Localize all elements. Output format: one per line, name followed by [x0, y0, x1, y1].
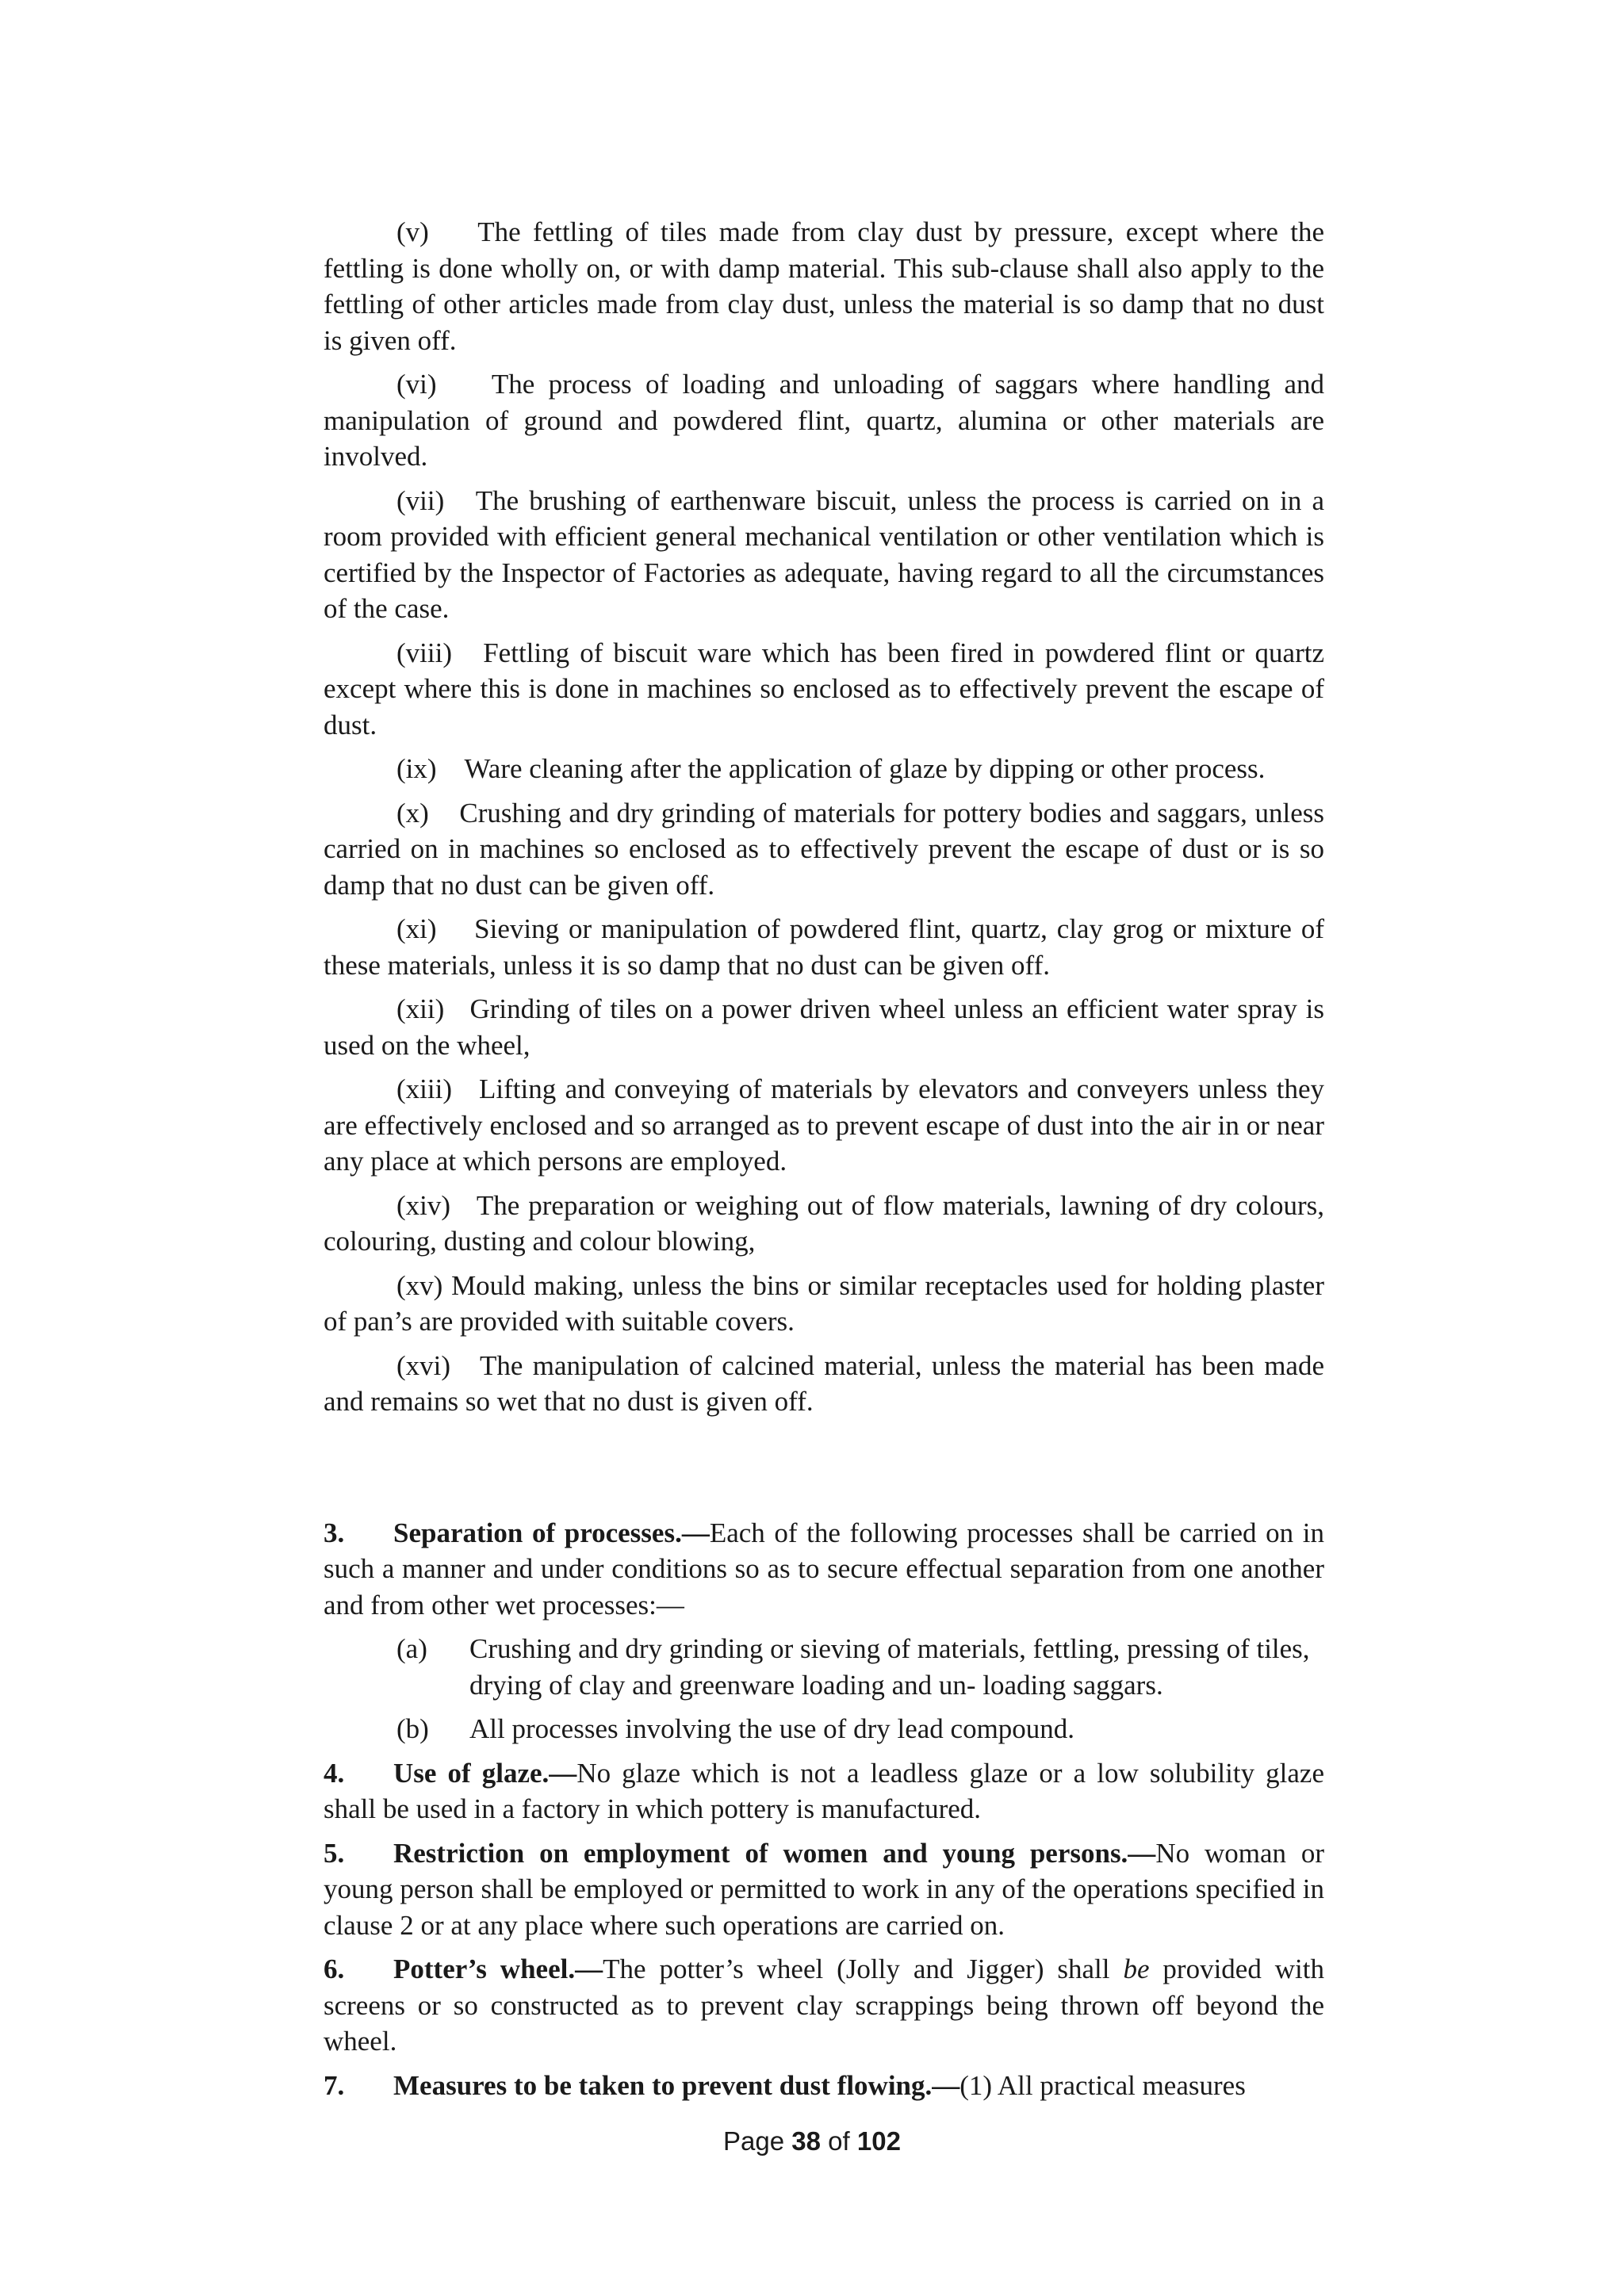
subclause-number: (ix): [396, 753, 437, 784]
clause-text-continued: provided with screens or so constructed as to prevent clay scrappings being thrown off beyond the wheel.: [324, 1954, 1325, 2057]
subclause-vi: [324, 366, 1324, 475]
subclause-xiii: [324, 1071, 1324, 1180]
clause-text: Each of the following processes shall be carried on in such a manner and under conditions so as to secure effectual separation from one another and from other wet processes:—: [324, 1517, 1324, 1621]
clause-title: Restriction on employment of women and young persons.—: [393, 1837, 1156, 1869]
subclause-text: Ware cleaning after the application of glaze by dipping or other process.: [464, 753, 1266, 784]
subclause-text: The process of loading and unloading of saggars where handling and manipulation of ground and powdered flint, quartz, alumina or other materials are involved.: [324, 369, 1325, 472]
clause-3-item-a: [324, 1631, 1324, 1703]
clause-title: Potter’s wheel.—: [393, 1954, 603, 1984]
clause-text-emphasis: be: [1123, 1954, 1150, 1984]
item-text: Crushing and dry grinding or sieving of materials, fettling, pressing of tiles, drying of clay and greenware loading and un- loading saggars.: [469, 1633, 1310, 1701]
clause-number: 3.: [324, 1517, 345, 1548]
subclause-xv: [324, 1268, 1324, 1340]
page-of-label: of: [821, 2126, 857, 2156]
subclause-number: (xiii): [396, 1073, 452, 1104]
page-footer: [0, 2126, 1624, 2156]
clause-3: [324, 1515, 1324, 1624]
subclause-xii: [324, 991, 1324, 1063]
section-gap: [324, 1428, 1324, 1515]
clause-number: 6.: [324, 1954, 345, 1984]
clause-title: Use of glaze.—: [393, 1757, 577, 1789]
subclause-text: Lifting and conveying of materials by elevators and conveyers unless they are effectively enclosed and so arranged as to prevent escape of dust into the air in or near any place at which persons are employed.: [324, 1073, 1325, 1177]
clause-6: [324, 1951, 1324, 2060]
subclause-number: (vi): [396, 369, 437, 400]
clause-4: [324, 1755, 1324, 1827]
subclause-viii: [324, 635, 1324, 744]
clause-title: Separation of processes.—: [393, 1517, 710, 1548]
subclause-xiv: [324, 1188, 1324, 1260]
subclause-number: (v): [396, 216, 429, 247]
clause-title: Measures to be taken to prevent dust flowing.—: [393, 2069, 960, 2101]
clause-7: [324, 2068, 1324, 2104]
subclause-number: (xii): [396, 993, 445, 1024]
subclause-text: The brushing of earthenware biscuit, unless the process is carried on in a room provided with efficient general mechanical ventilation or other ventilation which is certified by the Inspector of Factories as adequate, having regard to all the circumstances of the case.: [324, 484, 1325, 624]
subclause-vii: [324, 483, 1324, 627]
subclause-text: The manipulation of calcined material, unless the material has been made and remains so wet that no dust is given off.: [324, 1349, 1324, 1417]
clause-text: The potter’s wheel (Jolly and Jigger) shall: [603, 1954, 1124, 1984]
clause-text: No woman or young person shall be employed or permitted to work in any of the operations specified in clause 2 or at any place where such operations are carried on.: [324, 1837, 1324, 1941]
clause-5: [324, 1835, 1324, 1944]
subclause-text: The preparation or weighing out of flow materials, lawning of dry colours, colouring, dusting and colour blowing,: [324, 1189, 1324, 1257]
item-number: (b): [396, 1713, 429, 1744]
clause-number: 4.: [324, 1757, 345, 1789]
subclause-number: (xv): [396, 1269, 443, 1301]
item-number: (a): [396, 1633, 427, 1664]
subclause-number: (x): [396, 797, 429, 828]
total-pages-number: 102: [856, 2126, 901, 2156]
subclause-number: (xi): [396, 913, 437, 944]
subclause-text: Crushing and dry grinding of materials for pottery bodies and saggars, unless carried on in machines so enclosed as to effectively prevent the escape of dust or is so damp that no dust can be given off.: [324, 797, 1324, 901]
document-page: [324, 214, 1324, 2111]
clause-3-item-b: [324, 1711, 1324, 1747]
clause-text: (1) All practical measures: [959, 2069, 1246, 2101]
clause-text: No glaze which is not a leadless glaze or a low solubility glaze shall be used in a factory in which pottery is manufactured.: [324, 1757, 1324, 1824]
page-label: Page: [723, 2126, 792, 2156]
item-text: All processes involving the use of dry lead compound.: [469, 1713, 1075, 1744]
subclause-x: [324, 795, 1324, 904]
subclause-text: Mould making, unless the bins or similar receptacles used for holding plaster of pan’s are provided with suitable covers.: [324, 1269, 1324, 1337]
subclause-number: (vii): [396, 484, 445, 516]
subclause-number: (xiv): [396, 1189, 451, 1221]
subclause-xvi: [324, 1348, 1324, 1420]
subclause-text: The fettling of tiles made from clay dust by pressure, except where the fettling is done wholly on, or with damp material. This sub-clause shall also apply to the fettling of other articles made from clay dust, unless the material is so damp that no dust is given off.: [324, 216, 1324, 356]
subclause-ix: [324, 751, 1324, 787]
subclause-text: Fettling of biscuit ware which has been fired in powdered flint or quartz except where this is done in machines so enclosed as to effectively prevent the escape of dust.: [324, 637, 1324, 740]
clause-number: 7.: [324, 2069, 345, 2101]
subclause-xi: [324, 911, 1324, 983]
clause-number: 5.: [324, 1837, 345, 1869]
subclause-text: Sieving or manipulation of powdered flint, quartz, clay grog or mixture of these materials, unless it is so damp that no dust can be given off.: [324, 913, 1324, 981]
subclause-number: (xvi): [396, 1349, 451, 1381]
current-page-number: 38: [791, 2126, 822, 2156]
subclause-v: [324, 214, 1324, 358]
subclause-number: (viii): [396, 637, 452, 668]
subclause-text: Grinding of tiles on a power driven wheel unless an efficient water spray is used on the wheel,: [324, 993, 1325, 1061]
